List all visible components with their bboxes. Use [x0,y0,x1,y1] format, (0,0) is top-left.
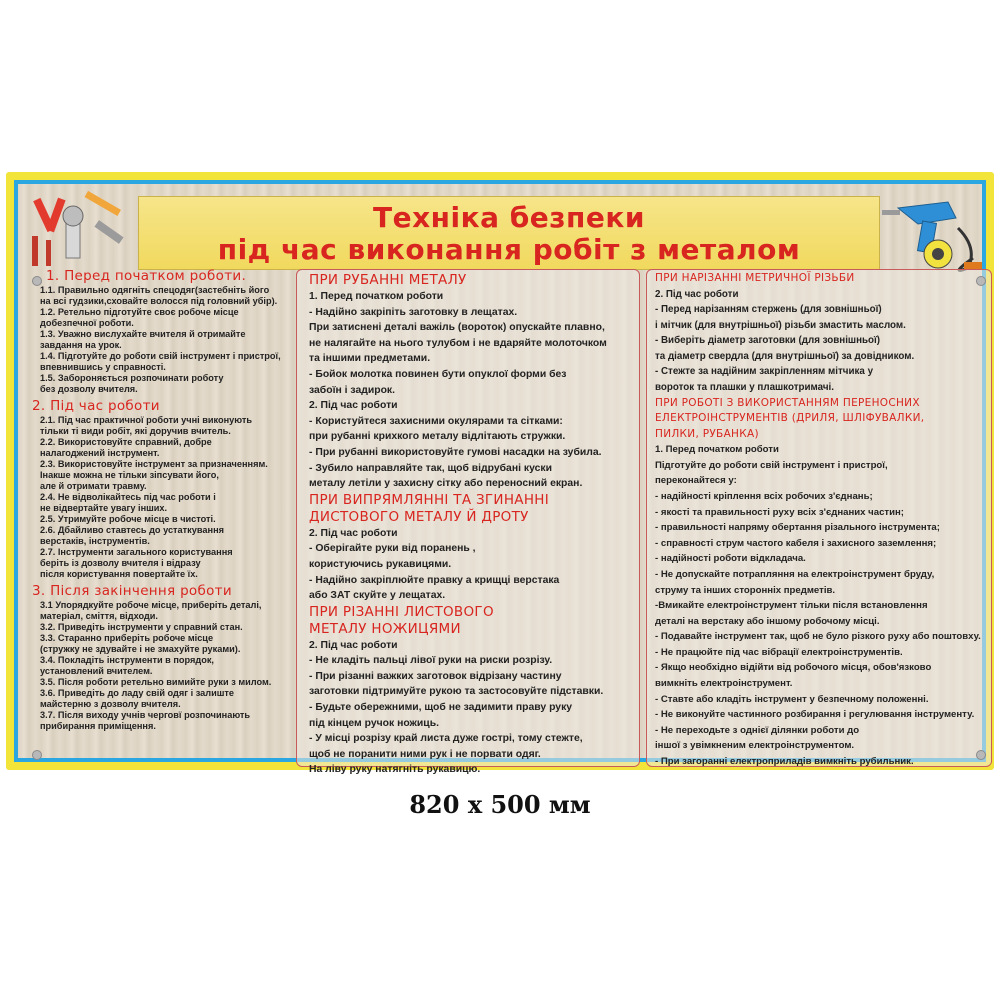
list-item: - Не працюйте під час вібрації електроінструментів. [655,646,903,658]
list-item: 2.3. Використовуйте інструмент за призначенням. [40,459,268,469]
list-item: 2. Під час роботи [309,400,398,412]
list-item: На ліву руку натягніть рукавицю. [309,764,481,776]
list-item: - Перед нарізанням стержень (для зовнішньої) [655,304,882,316]
list-item: Інакше можна не тільки зіпсувати його, [40,470,219,480]
list-item: при рубанні крихкого металу відлітають стружки. [309,431,566,443]
mounting-pin [32,276,42,286]
mounting-pin [976,750,986,760]
list-item: - Не допускайте потрапляння на електроінструмент бруду, [655,568,935,580]
section-before-work-list [32,285,294,395]
power-drill-icon [878,188,988,278]
section-title-power-tools-line1: ПРИ РОБОТІ З ВИКОРИСТАННЯМ ПЕРЕНОСНИХ [655,396,920,409]
column-chiselling-bending-cutting [296,269,640,776]
list-item: 3.6. Приведіть до ладу свій одяг і залиште [40,688,234,698]
list-item: - Надійно закріплюйте правку а крищці верстака [309,574,560,586]
list-item: без дозволу вчителя. [40,384,138,394]
list-item: - надійності роботи відкладача. [655,553,806,565]
section-title-bending-line1: ПРИ ВИПРЯМЛЯННІ ТА ЗГИНАННІ [309,491,549,508]
list-item: металу летіли у захисну сітку або переносний екран. [309,478,583,490]
list-item: 1.2. Ретельно підготуйте своє робоче місце [40,307,239,317]
list-item: - Зубило направляйте так, щоб відрубані куски [309,462,552,474]
list-item: під кінцем ручок ножиць. [309,717,439,729]
poster-board [18,184,982,776]
list-item: заготовки підтримуйте рукою та застосовуйте підставки. [309,686,604,698]
list-item: та іншими предметами. [309,353,431,365]
list-item: - У місці розрізу край листа дуже гострі, тому стежте, [309,733,583,745]
list-item: установлений вчителем. [40,666,153,676]
list-item: 1.4. Підготуйте до роботи свій інструмент і пристрої, [40,351,281,361]
list-item: 3.7. Після виходу учнів черговї розпочинають [40,710,251,720]
list-item: прибирання приміщення. [40,721,156,731]
list-item: користуючись рукавицями. [309,558,452,570]
list-item: - Виберіть діаметр заготовки (для зовнішньої) [655,335,881,347]
list-item: - Стежте за надійним закріпленням мітчика у [655,366,874,378]
list-item: 2.4. Не відволікайтесь під час роботи і [40,492,216,502]
list-item: не налягайте на нього тулубом і не вдаряйте молоточком [309,337,607,349]
list-item: 1. Перед початком роботи [309,291,444,302]
list-item: - Користуйтеся захисними окулярами та сітками: [309,415,563,427]
section-title-cutting-line2: МЕТАЛУ НОЖИЦЯМИ [309,620,461,637]
poster-blue-frame [14,180,986,776]
column-general-rules [32,268,294,732]
list-item: - надійності кріплення всіх робочих з'єднань; [655,490,873,502]
list-item: 2.5. Утримуйте робоче місце в чистоті. [40,514,216,524]
list-item: 1.3. Уважно вислухайте вчителя й отримайте [40,329,246,339]
section-title-power-tools-line2: ЕЛЕКТРОІНСТРУМЕНТІВ (ДРИЛЯ, ШЛІФУВАЛКИ, [655,412,925,425]
list-item: - правильності напряму обертання різального інструмента; [655,522,940,534]
list-item: іншої з увімкненим електроінструментом. [655,740,855,752]
hand-tools-icon [26,188,136,278]
list-item: і мітчик (для внутрішньої) різьби змастить маслом. [655,319,906,331]
list-item: - Не кладіть пальці лівої руки на риски розрізу. [309,655,553,667]
list-item: - Надійно закріпіть заготовку в лещатах. [309,306,518,318]
list-item: 2. Під час роботи [309,527,398,539]
list-item: струму та інших сторонніх предметів. [655,584,836,596]
list-item: 2. Під час роботи [309,639,398,651]
list-item: 2.1. Під час практичної роботи учні виконують [40,415,253,425]
list-item: 3.5. Після роботи ретельно вимийте руки з милом. [40,677,272,687]
section-title-after-work: 3. Після закінчення роботи [32,583,232,599]
list-item: деталі на верстаку або іншому робочому місці. [655,615,880,627]
list-item: - Бойок молотка повинен бути опуклої форми без [309,368,567,380]
list-item: - При рубанні використовуйте гумові насадки на зубила. [309,446,602,458]
list-item: беріть із дозволу вчителя і відразу [40,558,201,568]
list-item: - Не виконуйте частинного розбирання і регулювання інструменту. [655,709,975,721]
list-item: впевнившись у справності. [40,362,166,372]
mounting-pin [976,276,986,286]
list-item: після користування повертайте їх. [40,569,198,579]
list-item: 1.1. Правильно одягніть спецодяг(застебніть його [40,285,270,295]
list-item: - Будьте обережними, щоб не задимити праву руку [309,702,573,714]
list-item: переконайтеся у: [655,475,737,487]
section-title-bending-line2: ДИСТОВОГО МЕТАЛУ Й ДРОТУ [309,508,529,525]
list-item: 2.7. Інструменти загального користування [40,547,233,557]
section-after-work-list [32,600,294,732]
list-item: - Оберігайте руки від поранень , [309,543,476,555]
list-item: щоб не поранити ними рук і не порвати одяг. [309,748,541,760]
section-title-chiselling: ПРИ РУБАННІ МЕТАЛУ [309,272,467,288]
list-item: завдання на урок. [40,340,122,350]
list-item: 3.1 Упорядкуйте робоче місце, приберіть деталі, [40,600,262,610]
list-item: не відвертайте увагу інших. [40,503,168,513]
list-item: забоїн і задирок. [309,384,396,396]
mounting-pin [32,750,42,760]
list-item: При затиснені деталі важіль (вороток) опускайте плавно, [309,322,605,334]
list-item: на всі гудзики,сховайте волосся під головний убір). [40,296,278,306]
section-title-cutting-line1: ПРИ РІЗАННІ ЛИСТОВОГО [309,603,494,620]
list-item: верстаків, інструментів. [40,536,150,546]
list-item: або ЗАТ скуйте у лещатах. [309,590,446,602]
list-item: - При загоранні електроприладів вимкніть рубильник. [655,756,914,768]
list-item: - Ставте або кладіть інструмент у безпечному положенні. [655,693,929,705]
section-during-work-list [32,415,294,580]
poster-size-caption: 820 x 500 мм [409,790,591,819]
title-banner [138,196,880,270]
section-title-before-work: 1. Перед початком роботи. [46,268,247,284]
list-item: - Не переходьте з однієї ділянки роботи до [655,724,860,736]
list-item: матеріал, сміття, відходи. [40,611,158,621]
list-item: -Вмикайте електроінструмент тільки після встановлення [655,600,928,612]
list-item: 2. Під час роботи [655,288,739,300]
poster-title-line1: Техніка безпеки [372,201,645,234]
list-item: 1. Перед початком роботи [655,444,779,456]
list-item: 3.2. Приведіть інструменти у справний стан. [40,622,243,632]
list-item: 2.6. Дбайливо ставтесь до устаткування [40,525,224,535]
section-title-power-tools-line3: ПИЛКИ, РУБАНКА) [655,427,759,440]
list-item: але й отримати травму. [40,481,147,491]
list-item: - Якщо необхідно відійти від робочого місця, обов'язково [655,662,932,674]
list-item: 3.4. Покладіть інструменти в порядок, [40,655,214,665]
list-item: 2.2. Використовуйте справний, добре [40,437,212,447]
section-title-threading: ПРИ НАРІЗАННІ МЕТРИЧНОЇ РІЗЬБИ [655,272,855,284]
list-item: 3.3. Старанно приберіть робоче місце [40,633,214,643]
section-title-during-work: 2. Під час роботи [32,398,160,414]
list-item: - При різанні важких заготовок відрізану частину [309,670,562,682]
list-item: (стружку не здувайте і не змахуйте руками). [40,644,241,654]
list-item: тільки ті види робіт, які доручив вчитель. [40,426,231,436]
list-item: майстерню з дозволу вчителя. [40,699,181,709]
list-item: 1.5. Забороняється розпочинати роботу [40,373,224,383]
list-item: налагоджений інструмент. [40,448,160,458]
list-item: Підготуйте до роботи свій інструмент і пристрої, [655,459,888,471]
poster-title-line2: під час виконання робіт з металом [217,233,801,266]
column-threading-power-tools [646,269,992,767]
list-item: - Подавайте інструмент так, щоб не було різкого руху або поштовху. [655,631,981,643]
safety-poster [6,172,994,776]
list-item: - якості та правильності руху всіх з'єднаних частин; [655,506,904,518]
list-item: та діаметр свердла (для внутрішньої) за довідником. [655,350,915,362]
list-item: - справності струм частого кабеля і захисного заземлення; [655,537,937,549]
list-item: вороток та плашки у плашкотримачі. [655,382,834,394]
list-item: добезпечної роботи. [40,318,134,328]
list-item: вимкніть електроінструмент. [655,678,793,690]
